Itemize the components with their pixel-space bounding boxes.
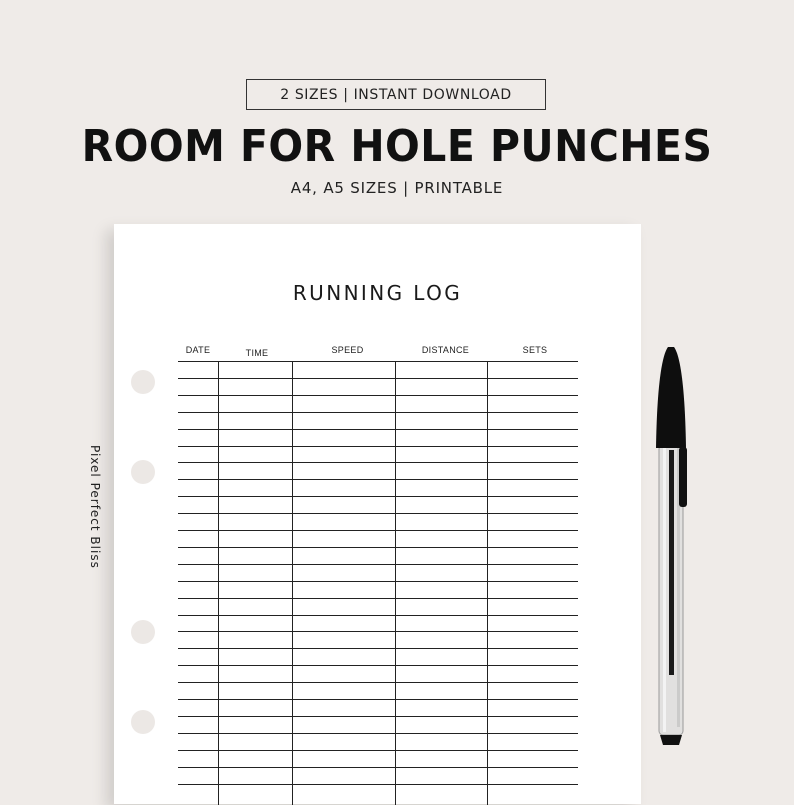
table-row-line bbox=[178, 395, 578, 396]
table-row-line bbox=[178, 496, 578, 497]
column-header-date: DATE bbox=[185, 345, 211, 355]
sizes-badge-text: 2 SIZES | INSTANT DOWNLOAD bbox=[280, 86, 512, 103]
table-column-line bbox=[218, 361, 219, 805]
table-column-line bbox=[487, 361, 488, 805]
table-row-line bbox=[178, 767, 578, 768]
sizes-badge bbox=[246, 79, 546, 110]
table-row-line bbox=[178, 429, 578, 430]
table-row-line bbox=[178, 648, 578, 649]
punch-hole-icon bbox=[131, 710, 155, 734]
running-log-table bbox=[178, 345, 578, 805]
table-row-line bbox=[178, 750, 578, 751]
table-row-line bbox=[178, 513, 578, 514]
column-header-sets: SETS bbox=[522, 345, 548, 355]
table-row-line bbox=[178, 479, 578, 480]
table-column-line bbox=[292, 361, 293, 805]
table-column-line bbox=[395, 361, 396, 805]
table-row-line bbox=[178, 598, 578, 599]
headline: ROOM FOR HOLE PUNCHES bbox=[81, 121, 713, 172]
punch-hole-icon bbox=[131, 460, 155, 484]
subheadline: A4, A5 SIZES | PRINTABLE bbox=[290, 179, 504, 197]
table-row-line bbox=[178, 716, 578, 717]
table-row-line bbox=[178, 564, 578, 565]
punch-hole-icon bbox=[131, 620, 155, 644]
table-row-line bbox=[178, 665, 578, 666]
table-row-line bbox=[178, 530, 578, 531]
table-row-line bbox=[178, 446, 578, 447]
table-row-line bbox=[178, 615, 578, 616]
table-row-line bbox=[178, 631, 578, 632]
table-row-line bbox=[178, 361, 578, 362]
table-row-line bbox=[178, 412, 578, 413]
column-header-distance: DISTANCE bbox=[421, 345, 470, 355]
table-row-line bbox=[178, 682, 578, 683]
column-header-time: TIME bbox=[245, 348, 269, 358]
table-row-line bbox=[178, 378, 578, 379]
brand-watermark: Pixel Perfect Bliss bbox=[88, 445, 102, 569]
ballpoint-pen-icon bbox=[652, 345, 692, 750]
table-row-line bbox=[178, 784, 578, 785]
table-row-line bbox=[178, 733, 578, 734]
table-row-line bbox=[178, 699, 578, 700]
table-row-line bbox=[178, 581, 578, 582]
punch-hole-icon bbox=[131, 370, 155, 394]
sheet-title: RUNNING LOG bbox=[292, 281, 463, 305]
table-row-line bbox=[178, 462, 578, 463]
planner-sheet bbox=[114, 224, 641, 804]
column-header-speed: SPEED bbox=[331, 345, 364, 355]
table-row-line bbox=[178, 547, 578, 548]
